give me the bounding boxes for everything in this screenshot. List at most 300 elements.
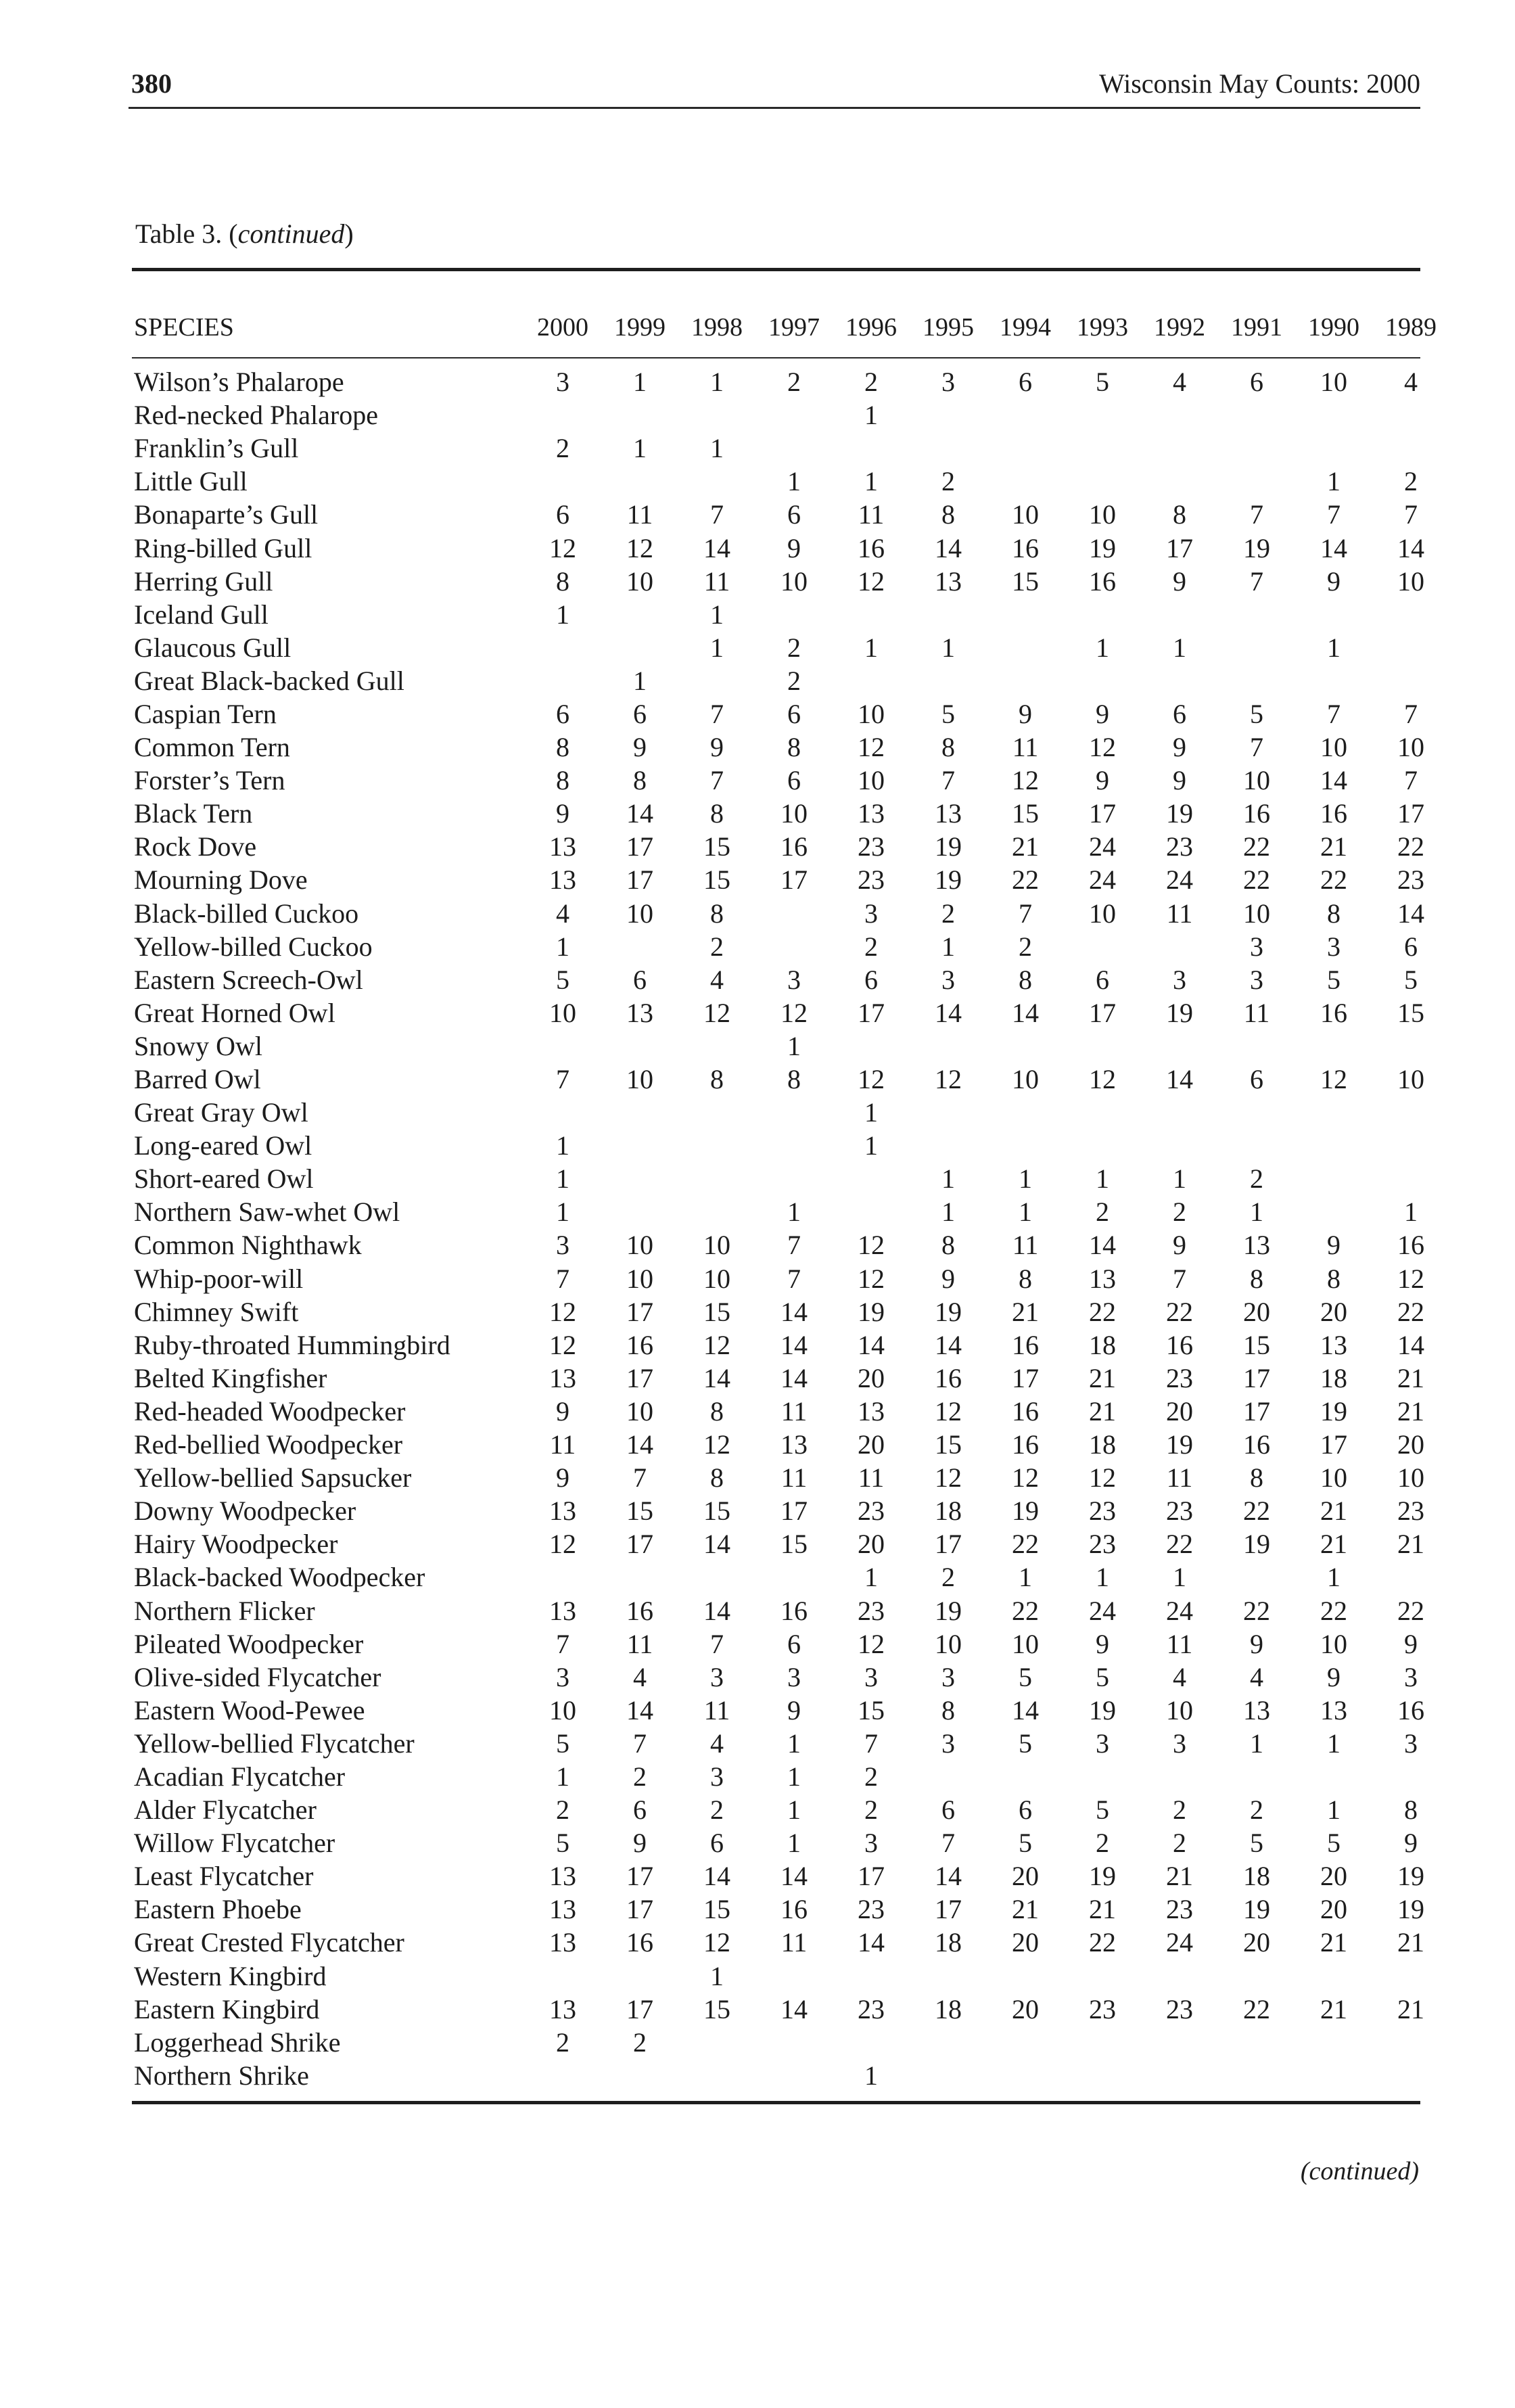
count-cell — [601, 598, 678, 631]
count-cell: 14 — [703, 532, 730, 563]
table-row — [134, 531, 1449, 564]
count-cell — [910, 2059, 987, 2092]
count-cell: 10 — [1397, 1064, 1424, 1095]
count-cell: 14 — [1397, 898, 1424, 929]
species-name: Great Black-backed Gull — [134, 665, 404, 696]
count-cell: 1 — [1327, 632, 1341, 663]
count-cell: 21 — [1012, 1296, 1039, 1327]
species-name: Eastern Phoebe — [134, 1894, 302, 1925]
count-cell: 7 — [1327, 499, 1341, 530]
count-cell: 14 — [1012, 997, 1039, 1028]
count-cell: 22 — [1243, 831, 1270, 862]
count-cell: 2 — [1096, 1828, 1109, 1859]
count-cell: 17 — [780, 1496, 808, 1527]
count-cell — [1064, 930, 1141, 963]
count-cell: 4 — [1404, 367, 1418, 398]
count-cell: 24 — [1089, 831, 1116, 862]
table-row — [134, 465, 1449, 498]
count-cell: 8 — [1327, 898, 1341, 929]
species-name: Chimney Swift — [134, 1296, 299, 1327]
count-cell: 8 — [556, 732, 569, 763]
count-cell: 9 — [1173, 732, 1186, 763]
count-cell: 12 — [703, 997, 730, 1028]
count-cell: 19 — [1243, 1894, 1270, 1925]
count-cell: 15 — [858, 1694, 885, 1726]
count-cell: 10 — [626, 1064, 653, 1095]
table-body — [134, 365, 1449, 2092]
count-cell: 13 — [858, 798, 885, 829]
species-count-table — [134, 365, 1449, 2092]
count-cell: 11 — [1166, 898, 1193, 929]
year-header: 1992 — [1154, 313, 1205, 342]
count-cell: 16 — [780, 1595, 808, 1626]
count-cell: 16 — [1012, 1429, 1039, 1460]
count-cell — [1372, 1029, 1449, 1063]
species-name: Willow Flycatcher — [134, 1828, 335, 1859]
count-cell — [601, 2059, 678, 2092]
count-cell: 15 — [1243, 1329, 1270, 1360]
count-cell: 14 — [780, 1296, 808, 1327]
count-cell: 9 — [1173, 765, 1186, 796]
count-cell: 9 — [787, 1694, 801, 1726]
count-cell: 7 — [710, 499, 724, 530]
count-cell: 23 — [1089, 1993, 1116, 2024]
table-row — [134, 1793, 1449, 1826]
count-cell — [678, 398, 755, 432]
count-cell: 3 — [1173, 964, 1186, 995]
count-cell: 14 — [1012, 1694, 1039, 1726]
count-cell: 16 — [1166, 1329, 1193, 1360]
table-row — [134, 631, 1449, 664]
species-name: Yellow-billed Cuckoo — [134, 931, 373, 962]
count-cell: 20 — [1166, 1395, 1193, 1427]
count-cell — [524, 1560, 601, 1594]
count-cell — [601, 1096, 678, 1129]
count-cell: 19 — [858, 1296, 885, 1327]
count-cell: 3 — [1404, 1661, 1418, 1692]
count-cell: 7 — [1404, 765, 1418, 796]
table-row — [134, 731, 1449, 764]
count-cell: 6 — [1019, 1795, 1032, 1826]
count-cell — [601, 930, 678, 963]
count-cell: 13 — [858, 1395, 885, 1427]
species-name: Short-eared Owl — [134, 1163, 314, 1195]
count-cell: 1 — [787, 1728, 801, 1759]
species-name: Hairy Woodpecker — [134, 1529, 338, 1560]
count-cell: 13 — [549, 1595, 576, 1626]
count-cell: 12 — [780, 997, 808, 1028]
count-cell: 16 — [1012, 1329, 1039, 1360]
count-cell: 16 — [1243, 798, 1270, 829]
count-cell: 18 — [935, 1993, 962, 2024]
count-cell — [678, 1096, 755, 1129]
count-cell: 21 — [1397, 1993, 1424, 2024]
page-number: 380 — [131, 68, 172, 99]
table-row — [134, 1727, 1449, 1760]
species-name: Least Flycatcher — [134, 1861, 314, 1892]
count-cell: 16 — [1397, 1694, 1424, 1726]
count-cell: 12 — [1320, 1064, 1347, 1095]
count-cell: 1 — [1404, 1197, 1418, 1228]
table-row — [134, 598, 1449, 631]
count-cell: 12 — [703, 1329, 730, 1360]
year-header: 1991 — [1231, 313, 1282, 342]
count-cell: 2 — [864, 367, 878, 398]
count-cell: 7 — [787, 1263, 801, 1294]
count-cell: 11 — [549, 1429, 576, 1460]
count-cell: 8 — [787, 732, 801, 763]
count-cell: 6 — [941, 1795, 955, 1826]
count-cell: 1 — [941, 632, 955, 663]
table-row — [134, 1893, 1449, 1926]
page-header — [129, 68, 1420, 109]
count-cell — [1218, 1129, 1295, 1162]
count-cell: 10 — [935, 1628, 962, 1659]
count-cell — [1141, 1129, 1218, 1162]
count-cell: 6 — [556, 698, 569, 729]
count-cell: 23 — [1089, 1496, 1116, 1527]
count-cell: 9 — [1096, 698, 1109, 729]
count-cell: 21 — [1320, 1529, 1347, 1560]
count-cell — [1141, 2026, 1218, 2059]
count-cell — [987, 1096, 1064, 1129]
caption-close: ) — [344, 218, 354, 249]
table-top-rule — [132, 268, 1420, 271]
count-cell: 1 — [787, 1197, 801, 1228]
count-cell: 13 — [549, 1927, 576, 1958]
count-cell: 14 — [1320, 532, 1347, 563]
count-cell: 3 — [1250, 964, 1263, 995]
count-cell: 19 — [1397, 1894, 1424, 1925]
count-cell — [524, 398, 601, 432]
count-cell: 7 — [1250, 565, 1263, 597]
table-row — [134, 1993, 1449, 2026]
count-cell — [833, 1960, 910, 1993]
count-cell — [678, 1029, 755, 1063]
count-cell — [755, 598, 833, 631]
count-cell: 11 — [1166, 1628, 1193, 1659]
table-row — [134, 1063, 1449, 1096]
count-cell: 8 — [1327, 1263, 1341, 1294]
count-cell — [601, 398, 678, 432]
count-cell — [910, 398, 987, 432]
count-cell: 17 — [626, 1993, 653, 2024]
count-cell: 7 — [710, 698, 724, 729]
count-cell: 4 — [710, 1728, 724, 1759]
count-cell: 1 — [864, 466, 878, 497]
count-cell: 14 — [780, 1329, 808, 1360]
count-cell: 3 — [710, 1761, 724, 1792]
count-cell: 20 — [1397, 1429, 1424, 1460]
count-cell — [1141, 398, 1218, 432]
count-cell: 5 — [1404, 964, 1418, 995]
count-cell: 22 — [1397, 1595, 1424, 1626]
count-cell: 9 — [941, 1263, 955, 1294]
table-bottom-rule — [132, 2101, 1420, 2104]
count-cell: 16 — [1012, 532, 1039, 563]
count-cell — [1295, 398, 1372, 432]
count-cell: 19 — [1166, 997, 1193, 1028]
count-cell: 17 — [626, 1861, 653, 1892]
count-cell: 2 — [1019, 931, 1032, 962]
continued-note: (continued) — [1300, 2157, 1419, 2185]
count-cell: 19 — [935, 831, 962, 862]
table-row — [134, 1195, 1449, 1228]
count-cell: 15 — [703, 831, 730, 862]
count-cell: 1 — [1327, 1728, 1341, 1759]
count-cell — [1218, 2059, 1295, 2092]
count-cell: 1 — [941, 1163, 955, 1195]
count-cell — [1064, 1960, 1141, 1993]
count-cell — [1372, 1096, 1449, 1129]
count-cell: 1 — [864, 1562, 878, 1593]
count-cell — [1064, 1029, 1141, 1063]
count-cell: 1 — [864, 1130, 878, 1161]
count-cell: 5 — [1096, 1795, 1109, 1826]
count-cell: 19 — [1320, 1395, 1347, 1427]
table-row — [134, 365, 1449, 398]
count-cell: 12 — [858, 1230, 885, 1261]
count-cell — [987, 2059, 1064, 2092]
count-cell — [601, 1195, 678, 1228]
table-row — [134, 1627, 1449, 1661]
count-cell: 22 — [1089, 1927, 1116, 1958]
count-cell: 9 — [1327, 1661, 1341, 1692]
species-name: Little Gull — [134, 466, 248, 497]
count-cell: 9 — [1250, 1628, 1263, 1659]
species-name: Ring-billed Gull — [134, 532, 312, 563]
count-cell: 5 — [1096, 1661, 1109, 1692]
species-name: Common Nighthawk — [134, 1230, 362, 1261]
count-cell — [833, 1162, 910, 1195]
count-cell: 23 — [858, 1993, 885, 2024]
count-cell: 3 — [1096, 1728, 1109, 1759]
count-cell: 22 — [1012, 1529, 1039, 1560]
count-cell: 2 — [1404, 466, 1418, 497]
table-row — [134, 996, 1449, 1029]
count-cell: 14 — [858, 1329, 885, 1360]
count-cell: 23 — [858, 1496, 885, 1527]
count-cell — [1141, 930, 1218, 963]
table-row — [134, 1494, 1449, 1527]
count-cell: 13 — [549, 831, 576, 862]
count-cell: 3 — [787, 1661, 801, 1692]
count-cell: 2 — [864, 1795, 878, 1826]
count-cell — [1064, 2026, 1141, 2059]
table-row — [134, 930, 1449, 963]
count-cell: 23 — [1089, 1529, 1116, 1560]
count-cell: 11 — [780, 1395, 808, 1427]
count-cell — [1295, 1960, 1372, 1993]
table-row — [134, 1461, 1449, 1494]
count-cell: 23 — [1166, 1993, 1193, 2024]
count-cell: 13 — [935, 798, 962, 829]
count-cell: 1 — [787, 1030, 801, 1061]
count-cell: 19 — [1166, 1429, 1193, 1460]
count-cell — [833, 2026, 910, 2059]
count-cell: 1 — [710, 1960, 724, 1991]
count-cell — [1295, 1129, 1372, 1162]
count-cell: 1 — [556, 931, 569, 962]
count-cell: 10 — [1012, 499, 1039, 530]
count-cell: 14 — [703, 1595, 730, 1626]
count-cell — [987, 598, 1064, 631]
count-cell — [601, 1960, 678, 1993]
count-cell: 1 — [1019, 1562, 1032, 1593]
count-cell: 18 — [935, 1496, 962, 1527]
count-cell: 20 — [1243, 1927, 1270, 1958]
count-cell — [987, 465, 1064, 498]
caption-continued: continued — [237, 218, 345, 249]
species-name: Pileated Woodpecker — [134, 1628, 364, 1659]
count-cell — [1295, 1162, 1372, 1195]
count-cell: 24 — [1089, 864, 1116, 896]
species-name: Red-necked Phalarope — [134, 400, 378, 431]
count-cell — [1218, 398, 1295, 432]
count-cell: 6 — [787, 698, 801, 729]
species-name: Downy Woodpecker — [134, 1496, 356, 1527]
count-cell: 11 — [858, 499, 885, 530]
count-cell — [755, 2026, 833, 2059]
species-name: Loggerhead Shrike — [134, 2027, 341, 2058]
count-cell: 1 — [633, 433, 647, 464]
count-cell: 20 — [1012, 1861, 1039, 1892]
count-cell: 11 — [858, 1462, 885, 1494]
count-cell — [1218, 631, 1295, 664]
count-cell: 8 — [556, 765, 569, 796]
count-cell: 2 — [1173, 1828, 1186, 1859]
table-row — [134, 1428, 1449, 1461]
count-cell: 21 — [1397, 1395, 1424, 1427]
count-cell: 7 — [1019, 898, 1032, 929]
table-row — [134, 1960, 1449, 1993]
table-row — [134, 697, 1449, 731]
count-cell: 20 — [1243, 1296, 1270, 1327]
count-cell: 12 — [858, 732, 885, 763]
count-cell: 13 — [549, 1362, 576, 1393]
count-cell: 14 — [1397, 532, 1424, 563]
count-cell — [1295, 598, 1372, 631]
count-cell — [987, 1760, 1064, 1793]
count-cell: 23 — [858, 831, 885, 862]
count-cell: 17 — [626, 1362, 653, 1393]
count-cell: 3 — [1327, 931, 1341, 962]
count-cell: 10 — [1320, 367, 1347, 398]
count-cell: 2 — [787, 665, 801, 696]
count-cell: 10 — [1012, 1628, 1039, 1659]
table-row — [134, 1560, 1449, 1594]
count-cell: 17 — [626, 1894, 653, 1925]
count-cell: 8 — [710, 798, 724, 829]
count-cell — [524, 1029, 601, 1063]
species-name: Rock Dove — [134, 831, 257, 862]
count-cell — [1372, 2059, 1449, 2092]
count-cell — [755, 432, 833, 465]
count-cell: 7 — [1250, 732, 1263, 763]
count-cell: 6 — [1096, 964, 1109, 995]
count-cell: 16 — [1320, 798, 1347, 829]
count-cell: 1 — [1327, 1562, 1341, 1593]
table-row — [134, 498, 1449, 531]
count-cell: 10 — [1166, 1694, 1193, 1726]
count-cell — [1372, 2026, 1449, 2059]
count-cell: 12 — [935, 1064, 962, 1095]
count-cell — [1141, 2059, 1218, 2092]
count-cell: 15 — [626, 1496, 653, 1527]
count-cell: 10 — [1089, 898, 1116, 929]
count-cell: 23 — [858, 1595, 885, 1626]
count-cell: 17 — [1243, 1362, 1270, 1393]
count-cell: 11 — [780, 1927, 808, 1958]
count-cell: 6 — [1173, 698, 1186, 729]
count-cell — [601, 465, 678, 498]
count-cell — [833, 664, 910, 697]
count-cell — [1064, 1129, 1141, 1162]
count-cell: 16 — [935, 1362, 962, 1393]
year-header: 1997 — [768, 313, 820, 342]
count-cell: 1 — [1019, 1197, 1032, 1228]
year-header: 1995 — [923, 313, 974, 342]
year-header: 1990 — [1308, 313, 1359, 342]
count-cell: 10 — [626, 898, 653, 929]
count-cell: 6 — [787, 1628, 801, 1659]
count-cell — [755, 1162, 833, 1195]
count-cell: 19 — [1397, 1861, 1424, 1892]
year-header: 1996 — [845, 313, 897, 342]
table-row — [134, 398, 1449, 432]
count-cell: 18 — [1089, 1329, 1116, 1360]
count-cell — [755, 930, 833, 963]
count-cell: 14 — [626, 1694, 653, 1726]
count-cell: 21 — [1320, 1993, 1347, 2024]
count-cell — [1372, 598, 1449, 631]
table-row — [134, 1129, 1449, 1162]
count-cell: 5 — [941, 698, 955, 729]
count-cell: 12 — [703, 1429, 730, 1460]
count-cell: 1 — [710, 433, 724, 464]
count-cell: 10 — [1397, 732, 1424, 763]
count-cell — [1064, 2059, 1141, 2092]
count-cell: 9 — [1019, 698, 1032, 729]
species-name: Ruby-throated Hummingbird — [134, 1329, 450, 1360]
count-cell: 1 — [633, 367, 647, 398]
count-cell: 10 — [1089, 499, 1116, 530]
species-name: Black-backed Woodpecker — [134, 1562, 425, 1593]
count-cell: 7 — [941, 765, 955, 796]
count-cell: 14 — [703, 1861, 730, 1892]
count-cell — [524, 631, 601, 664]
count-cell: 7 — [1327, 698, 1341, 729]
count-cell: 7 — [941, 1828, 955, 1859]
count-cell — [755, 897, 833, 930]
count-cell: 9 — [1173, 565, 1186, 597]
species-name: Eastern Kingbird — [134, 1993, 320, 2024]
count-cell: 8 — [710, 898, 724, 929]
count-cell — [910, 664, 987, 697]
count-cell: 1 — [556, 599, 569, 630]
species-name: Acadian Flycatcher — [134, 1761, 346, 1792]
species-name: Red-bellied Woodpecker — [134, 1429, 403, 1460]
count-cell — [833, 432, 910, 465]
count-cell: 2 — [941, 466, 955, 497]
count-cell: 19 — [1243, 1529, 1270, 1560]
count-cell: 23 — [1166, 831, 1193, 862]
count-cell: 16 — [626, 1595, 653, 1626]
count-cell: 12 — [626, 532, 653, 563]
count-cell: 3 — [864, 898, 878, 929]
table-row — [134, 1694, 1449, 1727]
count-cell: 10 — [780, 798, 808, 829]
